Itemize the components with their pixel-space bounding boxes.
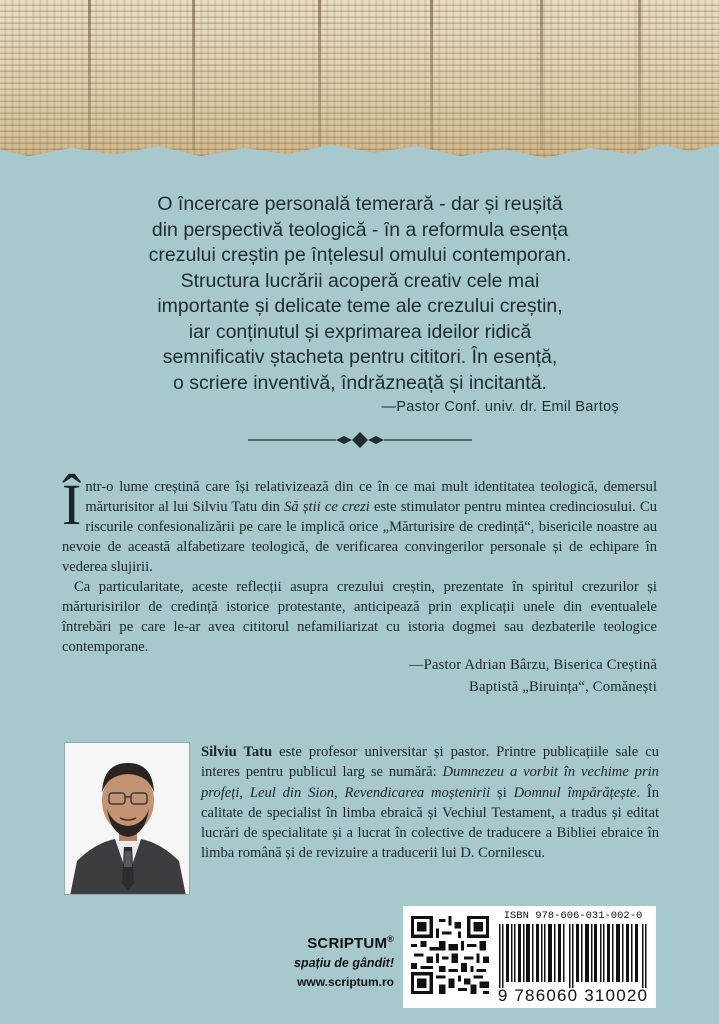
endorsement-line: iar conținutul și exprimarea ideilor ridică [188,320,532,343]
review-attribution: —Pastor Adrian Bârzu, Biserica Creștină Baptistă „Biruința“, Comănești [408,657,657,695]
review-quote [62,472,657,657]
book-title: Domnul împărățește [513,784,637,801]
parchment-scroll-image [0,0,719,168]
qr-code-icon [411,916,489,994]
scroll-column-seam [318,0,321,150]
author-photo [64,742,190,895]
scroll-column-seam [638,0,641,150]
publisher-block [284,934,394,989]
endorsement-line: semnificativ ștacheta pentru cititori. În esență, [162,346,558,368]
scroll-column-seam [430,0,433,150]
publisher-url[interactable]: www.scriptum.ro [297,975,394,989]
drop-cap: Î [62,472,82,537]
author-bio: Silviu Tatu este profesor universitar și pastor. Printre publicațiile sale cu interes pentru publicul larg se numără: Dumnezeu a vorbit în vechime prin profeți, Leul din Sion, Revendicarea moștenirii și Domnul împărățește. În calitate de specialist în limba ebraică și Vechiul Testament, a tradus și editat lucrări de specialitate și a lucrat în colective de traducere a Bibliei ebraice în limba română și de revizuire a traducerii lui D. Cornilescu. [201,744,660,862]
barcode-icon [495,924,651,988]
endorsement-line: crezului creștin pe înțelesul omului contemporan. [148,244,572,266]
endorsement-line: Structura lucrării acoperă creativ cele mai [180,269,540,292]
book-title: Revendicarea moștenirii [344,784,491,801]
publisher-tagline: spațiu de gândit! [294,956,394,970]
ornament-divider [248,431,472,449]
isbn-label: ISBN 978-606-031-002-0 [503,910,643,922]
endorsement-line: O încercare personală temerară - dar și reușită [157,193,563,215]
author-name: Silviu Tatu [201,744,273,760]
scroll-column-seam [192,0,195,150]
book-title: Să știi ce crezi [284,499,370,515]
book-title: Leul din Sion [249,784,335,801]
endorsement-attribution: —Pastor Conf. univ. dr. Emil Bartoș [381,399,619,415]
barcode-panel [403,906,656,1008]
scroll-column-seam [88,0,91,150]
scroll-column-seam [540,0,543,150]
endorsement-line: importante și delicate teme ale crezului creștin, [157,295,563,317]
publisher-name: SCRIPTUM® [307,934,394,952]
endorsement-line: din perspectivă teologică - în a reformula esența [151,218,569,241]
isbn-digits: 9 786060 310020 [497,986,649,1005]
review-paragraph: Ca particularitate, aceste reflecții asupra crezului creștin, prezentate în spiritul crezurilor și mărturisirilor de credință istorice protestante, anticipează prin explicații unele din eventualele întrebări pe care le-ar avea cititorul nefamiliarizat cu istoria dogmei sau dezbaterile teologice contemporane. [62,579,657,655]
endorsement-quote [60,192,660,396]
endorsement-line: o scriere inventivă, îndrăzneață și incitantă. [173,371,547,394]
review-paragraph: Într-o lume creștină care își relativizează din ce în ce mai mult identitatea teologică, demersul mărturisitor al lui Silviu Tatu din Să știi ce crezi este stimulator pentru mintea credinciosului. Cu riscurile confesionalizării pe care le implică orice „Mărturisire de credință“, bisericile noastre au nevoie de această alfabetizare teologică, de verificarea convingerilor personale și de echipare în vederea slujirii. [62,472,657,575]
book-title: Dumnezeu a vorbit în vechime prin profeți [201,764,659,801]
